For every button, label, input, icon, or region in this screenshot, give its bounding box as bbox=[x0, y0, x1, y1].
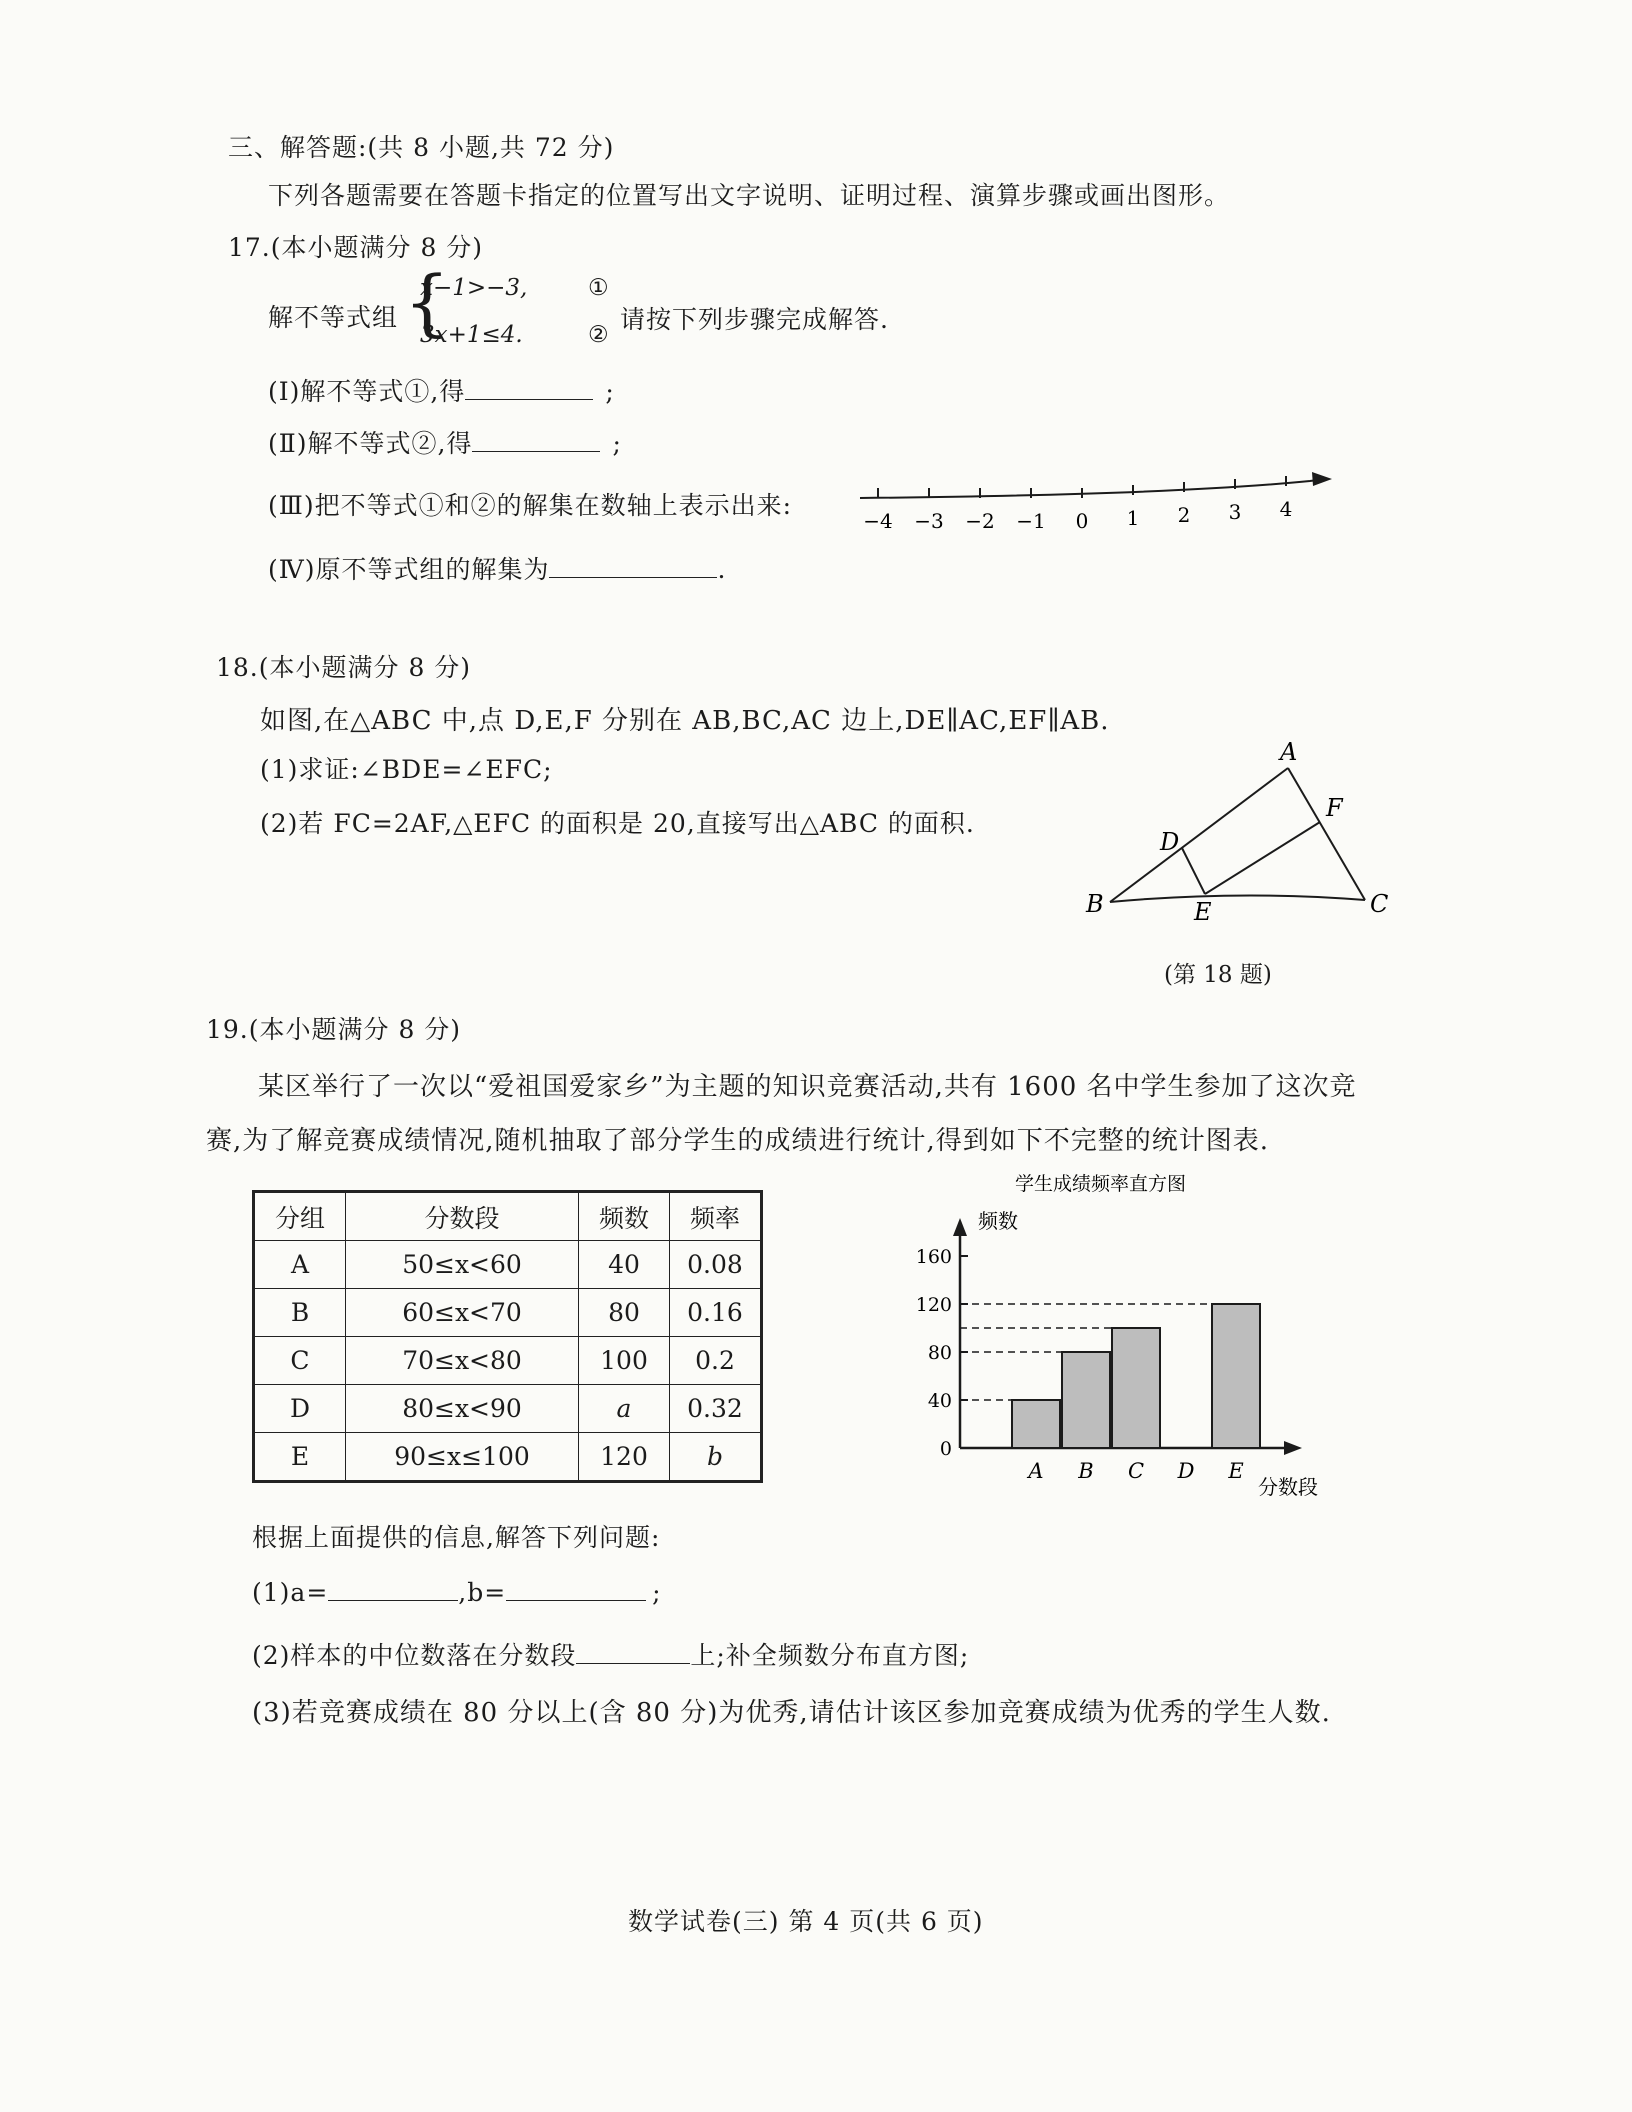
number-line-label: −3 bbox=[914, 509, 944, 533]
number-line-label: 2 bbox=[1177, 503, 1191, 527]
triangle-figure bbox=[1070, 740, 1410, 920]
y-axis-label: 频数 bbox=[978, 1209, 1018, 1233]
q19-part-3: (3)若竞赛成绩在 80 分以上(含 80 分)为优秀,请估计该区参加竞赛成绩为优秀的学生人数. bbox=[252, 1698, 1331, 1728]
x-axis-label: 分数段 bbox=[1258, 1475, 1318, 1499]
table-row bbox=[254, 1433, 762, 1482]
q19-header: 19.(本小题满分 8 分) bbox=[206, 1015, 462, 1044]
chart-title: 学生成绩频率直方图 bbox=[1015, 1173, 1187, 1195]
table-header: 分数段 bbox=[346, 1192, 579, 1241]
q17-step-2: (Ⅱ)解不等式②,得 ; bbox=[268, 429, 622, 458]
table-cell: 40 bbox=[579, 1241, 670, 1289]
table-header-row bbox=[254, 1192, 762, 1241]
q18-part-2: (2)若 FC=2AF,△EFC 的面积是 20,直接写出△ABC 的面积. bbox=[260, 809, 975, 838]
x-axis-arrow-icon bbox=[1284, 1441, 1302, 1455]
y-tick-label: 0 bbox=[939, 1438, 952, 1460]
table-cell: 90≤x≤100 bbox=[346, 1433, 579, 1482]
table-cell: b bbox=[670, 1433, 762, 1482]
table-cell: 0.32 bbox=[670, 1385, 762, 1433]
number-line-label: 4 bbox=[1279, 497, 1293, 521]
score-table bbox=[252, 1190, 763, 1483]
q17-mark-1: ① bbox=[588, 275, 609, 301]
q19-prompt: 根据上面提供的信息,解答下列问题: bbox=[252, 1523, 661, 1552]
table-row bbox=[254, 1289, 762, 1337]
answer-blank-b[interactable] bbox=[506, 1578, 646, 1601]
point-d-label: D bbox=[1160, 828, 1180, 856]
q18-part-1: (1)求证:∠BDE=∠EFC; bbox=[260, 755, 553, 784]
histogram-bar bbox=[1112, 1328, 1160, 1448]
page-footer: 数学试卷(三) 第 4 页(共 6 页) bbox=[628, 1907, 984, 1936]
histogram-chart bbox=[900, 1166, 1360, 1506]
q19-text-2: 赛,为了解竞赛成绩情况,随机抽取了部分学生的成绩进行统计,得到如下不完整的统计图表. bbox=[206, 1126, 1270, 1156]
q17-step-3: (Ⅲ)把不等式①和②的解集在数轴上表示出来: bbox=[268, 491, 793, 520]
y-tick-label: 160 bbox=[915, 1246, 952, 1268]
table-cell: 120 bbox=[579, 1433, 670, 1482]
x-category-label: B bbox=[1078, 1459, 1094, 1483]
q17-instruction-tail: 请按下列步骤完成解答. bbox=[620, 305, 889, 334]
number-line-label: 0 bbox=[1075, 509, 1089, 533]
number-line-label: −4 bbox=[863, 509, 893, 533]
q19-part-1: (1)a= ,b= ; bbox=[252, 1578, 662, 1607]
table-row bbox=[254, 1385, 762, 1433]
number-line-label: 3 bbox=[1228, 500, 1242, 524]
q17-inequality-1: x−1>−3, bbox=[420, 275, 528, 301]
table-header: 频数 bbox=[579, 1192, 670, 1241]
table-cell: a bbox=[579, 1385, 670, 1433]
table-cell: 100 bbox=[579, 1337, 670, 1385]
point-f-label: F bbox=[1326, 794, 1343, 822]
q17-lead: 解不等式组 bbox=[268, 303, 399, 332]
table-cell: 80 bbox=[579, 1289, 670, 1337]
table-cell: C bbox=[254, 1337, 346, 1385]
vertex-a-label: A bbox=[1280, 740, 1298, 766]
system-brace: { bbox=[404, 260, 450, 344]
histogram-bar bbox=[1062, 1352, 1110, 1448]
point-e-label: E bbox=[1194, 898, 1212, 920]
table-cell: D bbox=[254, 1385, 346, 1433]
number-line-label: −2 bbox=[965, 509, 995, 533]
vertex-b-label: B bbox=[1086, 890, 1104, 918]
q18-text: 如图,在△ABC 中,点 D,E,F 分别在 AB,BC,AC 边上,DE∥AC,EF∥AB. bbox=[260, 706, 1110, 736]
section-instruction: 下列各题需要在答题卡指定的位置写出文字说明、证明过程、演算步骤或画出图形。 bbox=[268, 181, 1231, 210]
q19-text-1: 某区举行了一次以“爱祖国爱家乡”为主题的知识竞赛活动,共有 1600 名中学生参加了这次竞 bbox=[258, 1072, 1357, 1102]
histogram-bar bbox=[1212, 1304, 1260, 1448]
y-tick-label: 120 bbox=[915, 1294, 952, 1316]
q17-step-1: (Ⅰ)解不等式①,得 ; bbox=[268, 377, 615, 406]
table-cell: 50≤x<60 bbox=[346, 1241, 579, 1289]
number-line-label: −1 bbox=[1016, 509, 1046, 533]
q17-header: 17.(本小题满分 8 分) bbox=[228, 233, 484, 262]
answer-blank-median[interactable] bbox=[576, 1641, 690, 1664]
table-cell: 0.16 bbox=[670, 1289, 762, 1337]
table-row bbox=[254, 1337, 762, 1385]
x-category-label: C bbox=[1127, 1459, 1145, 1483]
table-cell: B bbox=[254, 1289, 346, 1337]
table-cell: E bbox=[254, 1433, 346, 1482]
section-title: 三、解答题:(共 8 小题,共 72 分) bbox=[228, 133, 615, 162]
table-cell: 0.2 bbox=[670, 1337, 762, 1385]
q17-mark-2: ② bbox=[588, 322, 609, 348]
y-tick-label: 80 bbox=[927, 1342, 952, 1364]
q18-header: 18.(本小题满分 8 分) bbox=[216, 653, 472, 682]
number-line-label: 1 bbox=[1126, 506, 1140, 530]
table-row bbox=[254, 1241, 762, 1289]
vertex-c-label: C bbox=[1370, 890, 1389, 918]
number-line bbox=[850, 455, 1350, 535]
table-cell: 70≤x<80 bbox=[346, 1337, 579, 1385]
y-axis-arrow-icon bbox=[953, 1218, 967, 1236]
table-cell: 80≤x<90 bbox=[346, 1385, 579, 1433]
table-cell: A bbox=[254, 1241, 346, 1289]
answer-blank[interactable] bbox=[472, 429, 600, 452]
table-cell: 60≤x<70 bbox=[346, 1289, 579, 1337]
answer-blank[interactable] bbox=[465, 377, 593, 400]
q17-step-4: (Ⅳ)原不等式组的解集为 . bbox=[268, 555, 727, 584]
q17-inequality-2: 3x+1≤4. bbox=[420, 322, 523, 348]
arrow-icon bbox=[1312, 472, 1332, 486]
answer-blank[interactable] bbox=[549, 555, 717, 578]
table-header: 分组 bbox=[254, 1192, 346, 1241]
y-tick-label: 40 bbox=[927, 1390, 952, 1412]
x-category-label: D bbox=[1177, 1459, 1195, 1483]
answer-blank-a[interactable] bbox=[328, 1578, 458, 1601]
x-category-label: A bbox=[1028, 1459, 1044, 1483]
x-category-label: E bbox=[1228, 1459, 1244, 1483]
table-header: 频率 bbox=[670, 1192, 762, 1241]
q19-part-2: (2)样本的中位数落在分数段 上;补全频数分布直方图; bbox=[252, 1641, 970, 1670]
histogram-bar bbox=[1012, 1400, 1060, 1448]
table-cell: 0.08 bbox=[670, 1241, 762, 1289]
figure-caption: (第 18 题) bbox=[1164, 962, 1272, 988]
